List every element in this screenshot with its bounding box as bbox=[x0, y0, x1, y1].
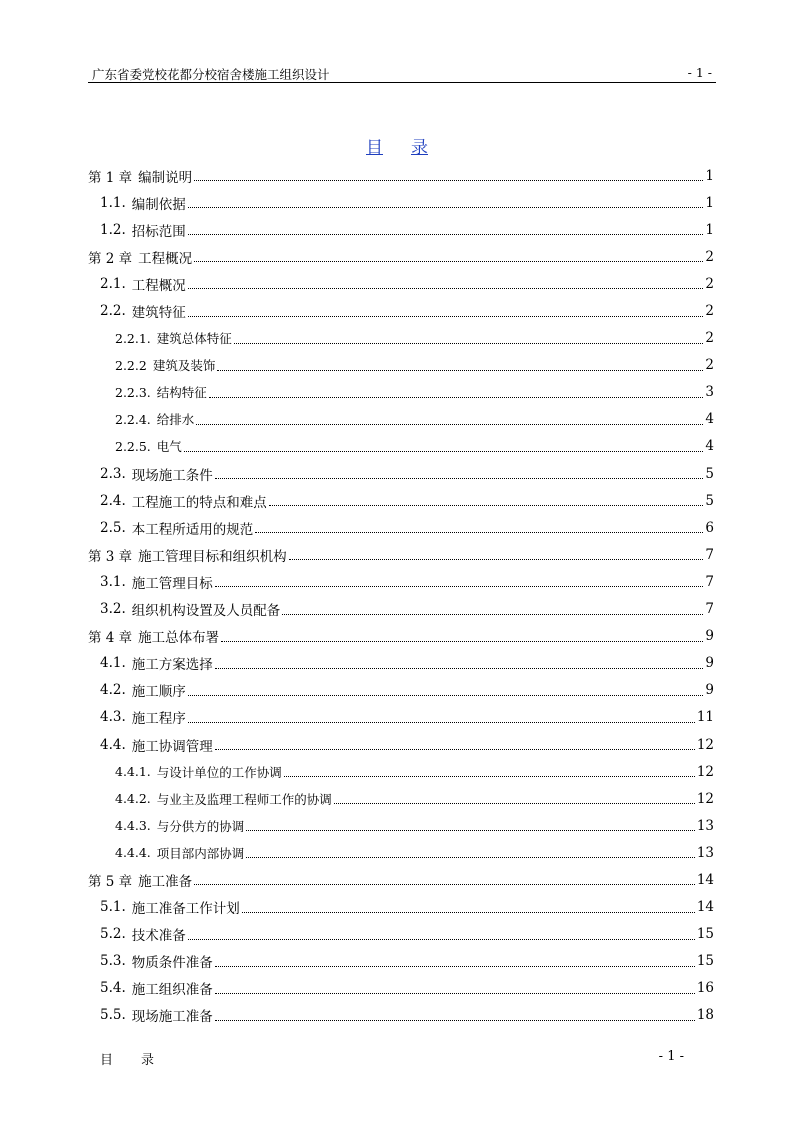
toc-entry[interactable] bbox=[88, 406, 714, 433]
toc-entry-label: 施工协调管理 bbox=[131, 738, 213, 755]
toc-dot-leader bbox=[234, 343, 704, 344]
toc-entry-label: 施工管理目标 bbox=[131, 575, 213, 592]
toc-dot-leader bbox=[215, 966, 695, 967]
toc-entry-label: 工程概况 bbox=[138, 250, 193, 267]
toc-entry-label: 施工总体布署 bbox=[138, 630, 220, 647]
toc-heading[interactable] bbox=[0, 133, 794, 158]
toc-entry-number: 第 3 章 bbox=[88, 548, 133, 565]
toc-entry-page: 7 bbox=[705, 546, 714, 563]
toc-entry-label: 建筑特征 bbox=[131, 305, 186, 322]
toc-entry-page: 13 bbox=[696, 817, 714, 834]
toc-dot-leader bbox=[188, 695, 704, 696]
toc-entry[interactable] bbox=[88, 162, 714, 189]
toc-entry-number: 2.2.4. bbox=[115, 411, 151, 427]
toc-entry-page: 2 bbox=[705, 330, 714, 347]
toc-entry-number: 3.2. bbox=[100, 601, 126, 618]
toc-entry-number: 第 1 章 bbox=[88, 169, 133, 186]
toc-entry-number: 3.1. bbox=[100, 573, 126, 590]
toc-entry-label: 建筑总体特征 bbox=[156, 331, 232, 347]
toc-entry[interactable] bbox=[88, 541, 714, 568]
toc-entry-label: 现场施工准备 bbox=[131, 1009, 213, 1026]
toc-dot-leader bbox=[282, 614, 703, 615]
table-of-contents bbox=[88, 162, 714, 1029]
toc-entry-label: 施工组织准备 bbox=[131, 982, 213, 999]
toc-dot-leader bbox=[184, 451, 704, 452]
toc-entry-label: 施工管理目标和组织机构 bbox=[138, 548, 287, 565]
toc-entry[interactable] bbox=[88, 460, 714, 487]
toc-entry-page: 1 bbox=[705, 194, 714, 211]
toc-entry-number: 第 5 章 bbox=[88, 873, 133, 890]
toc-entry-page: 6 bbox=[705, 519, 714, 536]
toc-entry-page: 16 bbox=[696, 980, 714, 997]
toc-entry[interactable] bbox=[88, 704, 714, 731]
toc-entry-label: 与设计单位的工作协调 bbox=[156, 764, 282, 780]
toc-entry[interactable] bbox=[88, 325, 714, 352]
toc-dot-leader bbox=[188, 207, 704, 208]
toc-entry[interactable] bbox=[88, 812, 714, 839]
toc-entry[interactable] bbox=[88, 487, 714, 514]
toc-dot-leader bbox=[215, 1020, 695, 1021]
toc-heading-left: 目 bbox=[366, 138, 383, 158]
toc-entry-number: 1.1. bbox=[100, 194, 126, 211]
toc-entry-page: 1 bbox=[705, 221, 714, 238]
toc-entry-label: 建筑及装饰 bbox=[152, 358, 216, 374]
toc-entry[interactable] bbox=[88, 1002, 714, 1029]
toc-entry[interactable] bbox=[88, 921, 714, 948]
toc-entry-number: 2.3. bbox=[100, 465, 126, 482]
toc-entry-number: 4.4.1. bbox=[115, 764, 151, 780]
toc-entry-number: 2.1. bbox=[100, 275, 126, 292]
toc-entry-page: 15 bbox=[696, 926, 714, 943]
toc-entry-page: 9 bbox=[705, 628, 714, 645]
toc-entry-number: 2.2.1. bbox=[115, 330, 151, 346]
toc-entry-page: 9 bbox=[705, 682, 714, 699]
toc-dot-leader bbox=[188, 288, 704, 289]
toc-entry-number: 2.2.2 bbox=[115, 357, 147, 373]
toc-entry-label: 施工准备 bbox=[138, 873, 193, 890]
toc-entry-number: 第 4 章 bbox=[88, 630, 133, 647]
toc-entry[interactable] bbox=[88, 785, 714, 812]
header-page-number: - 1 - bbox=[687, 65, 712, 80]
toc-entry-page: 11 bbox=[696, 709, 714, 726]
toc-entry-number: 4.4.3. bbox=[115, 818, 151, 834]
toc-dot-leader bbox=[215, 668, 704, 669]
toc-entry-page: 1 bbox=[705, 167, 714, 184]
toc-entry-page: 7 bbox=[705, 601, 714, 618]
toc-entry-page: 5 bbox=[705, 492, 714, 509]
toc-entry-page: 4 bbox=[705, 411, 714, 428]
toc-entry-label: 招标范围 bbox=[131, 223, 186, 240]
toc-dot-leader bbox=[284, 776, 695, 777]
toc-entry-number: 1.2. bbox=[100, 221, 126, 238]
toc-dot-leader bbox=[269, 505, 704, 506]
toc-entry-page: 2 bbox=[705, 275, 714, 292]
toc-entry-page: 2 bbox=[705, 357, 714, 374]
toc-entry[interactable] bbox=[88, 677, 714, 704]
toc-entry[interactable] bbox=[88, 894, 714, 921]
toc-entry[interactable] bbox=[88, 839, 714, 866]
toc-entry-page: 14 bbox=[696, 899, 714, 916]
toc-entry-number: 5.5. bbox=[100, 1007, 126, 1024]
toc-entry-label: 现场施工条件 bbox=[131, 467, 213, 484]
toc-dot-leader bbox=[194, 261, 703, 262]
toc-entry-label: 物质条件准备 bbox=[131, 955, 213, 972]
toc-entry-number: 2.2.5. bbox=[115, 438, 151, 454]
toc-dot-leader bbox=[255, 532, 703, 533]
toc-dot-leader bbox=[246, 857, 695, 858]
toc-dot-leader bbox=[196, 424, 703, 425]
toc-entry-label: 与分供方的协调 bbox=[156, 818, 245, 834]
toc-entry-number: 第 2 章 bbox=[88, 250, 133, 267]
toc-entry-label: 编制说明 bbox=[138, 169, 193, 186]
toc-entry-number: 5.3. bbox=[100, 953, 126, 970]
footer-label-b: 录 bbox=[141, 1053, 155, 1068]
toc-entry[interactable] bbox=[88, 297, 714, 324]
toc-entry-page: 12 bbox=[696, 790, 714, 807]
toc-dot-leader bbox=[215, 749, 695, 750]
toc-dot-leader bbox=[221, 641, 703, 642]
toc-entry-label: 结构特征 bbox=[156, 385, 207, 401]
page-header bbox=[88, 62, 716, 83]
toc-entry-number: 4.1. bbox=[100, 655, 126, 672]
toc-entry-number: 5.1. bbox=[100, 899, 126, 916]
toc-entry-page: 12 bbox=[696, 736, 714, 753]
toc-entry-page: 7 bbox=[705, 573, 714, 590]
toc-dot-leader bbox=[194, 180, 703, 181]
toc-entry-number: 5.2. bbox=[100, 926, 126, 943]
toc-entry-label: 给排水 bbox=[156, 412, 195, 428]
toc-entry-number: 2.2.3. bbox=[115, 384, 151, 400]
toc-entry[interactable] bbox=[88, 514, 714, 541]
toc-entry[interactable] bbox=[88, 433, 714, 460]
toc-entry-number: 2.5. bbox=[100, 519, 126, 536]
footer-label bbox=[100, 1049, 154, 1068]
toc-entry-label: 施工程序 bbox=[131, 711, 186, 728]
toc-entry-page: 12 bbox=[696, 763, 714, 780]
toc-entry[interactable] bbox=[88, 650, 714, 677]
toc-dot-leader bbox=[334, 803, 695, 804]
toc-entry[interactable] bbox=[88, 596, 714, 623]
toc-entry[interactable] bbox=[88, 623, 714, 650]
toc-entry[interactable] bbox=[88, 975, 714, 1002]
toc-entry[interactable] bbox=[88, 568, 714, 595]
toc-dot-leader bbox=[188, 234, 704, 235]
toc-entry-page: 13 bbox=[696, 844, 714, 861]
toc-entry[interactable] bbox=[88, 731, 714, 758]
toc-entry[interactable] bbox=[88, 243, 714, 270]
toc-entry-label: 电气 bbox=[156, 439, 182, 455]
toc-dot-leader bbox=[217, 370, 703, 371]
toc-entry-label: 本工程所适用的规范 bbox=[131, 521, 254, 538]
toc-dot-leader bbox=[215, 478, 704, 479]
toc-entry-label: 工程概况 bbox=[131, 277, 186, 294]
toc-entry-number: 4.4.4. bbox=[115, 845, 151, 861]
toc-entry-page: 4 bbox=[705, 438, 714, 455]
toc-entry-label: 施工准备工作计划 bbox=[131, 901, 240, 918]
toc-entry-label: 与业主及监理工程师工作的协调 bbox=[156, 791, 332, 807]
toc-entry[interactable] bbox=[88, 352, 714, 379]
toc-entry-label: 施工方案选择 bbox=[131, 657, 213, 674]
toc-heading-right: 录 bbox=[411, 138, 428, 158]
toc-dot-leader bbox=[194, 884, 695, 885]
toc-entry-number: 4.2. bbox=[100, 682, 126, 699]
toc-entry-page: 9 bbox=[705, 655, 714, 672]
toc-entry-label: 组织机构设置及人员配备 bbox=[131, 603, 281, 620]
toc-dot-leader bbox=[215, 586, 704, 587]
toc-dot-leader bbox=[188, 722, 695, 723]
toc-entry-label: 施工顺序 bbox=[131, 684, 186, 701]
toc-entry[interactable] bbox=[88, 189, 714, 216]
toc-dot-leader bbox=[242, 912, 695, 913]
toc-entry[interactable] bbox=[88, 866, 714, 893]
toc-entry-label: 编制依据 bbox=[131, 196, 186, 213]
toc-entry-page: 3 bbox=[705, 384, 714, 401]
toc-dot-leader bbox=[209, 397, 704, 398]
document-title: 广东省委党校花都分校宿舍楼施工组织设计 bbox=[92, 67, 330, 82]
toc-entry-number: 4.3. bbox=[100, 709, 126, 726]
toc-entry-page: 15 bbox=[696, 953, 714, 970]
toc-dot-leader bbox=[188, 939, 695, 940]
toc-entry-page: 5 bbox=[705, 465, 714, 482]
toc-entry-page: 2 bbox=[705, 248, 714, 265]
toc-entry[interactable] bbox=[88, 948, 714, 975]
toc-entry-number: 5.4. bbox=[100, 980, 126, 997]
toc-entry[interactable] bbox=[88, 758, 714, 785]
toc-dot-leader bbox=[289, 559, 704, 560]
toc-entry-page: 2 bbox=[705, 303, 714, 320]
toc-entry-page: 14 bbox=[696, 871, 714, 888]
toc-entry[interactable] bbox=[88, 270, 714, 297]
toc-entry[interactable] bbox=[88, 216, 714, 243]
toc-entry-page: 18 bbox=[696, 1007, 714, 1024]
toc-dot-leader bbox=[215, 993, 695, 994]
toc-entry-number: 4.4.2. bbox=[115, 791, 151, 807]
footer-page-number: - 1 - bbox=[658, 1049, 684, 1064]
toc-entry-label: 项目部内部协调 bbox=[156, 845, 245, 861]
toc-entry-label: 技术准备 bbox=[131, 928, 186, 945]
toc-entry[interactable] bbox=[88, 379, 714, 406]
toc-entry-number: 2.2. bbox=[100, 303, 126, 320]
toc-entry-number: 4.4. bbox=[100, 736, 126, 753]
footer-label-a: 目 bbox=[100, 1053, 114, 1068]
toc-dot-leader bbox=[246, 830, 695, 831]
toc-entry-number: 2.4. bbox=[100, 492, 126, 509]
toc-entry-label: 工程施工的特点和难点 bbox=[131, 494, 267, 511]
toc-dot-leader bbox=[188, 316, 704, 317]
